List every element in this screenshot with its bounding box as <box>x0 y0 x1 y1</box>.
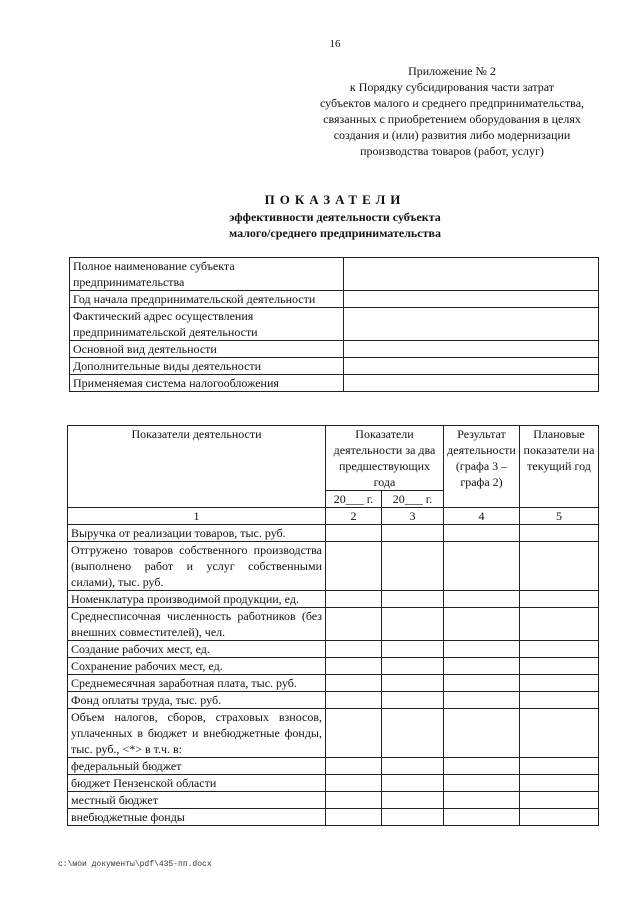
indicator-label: Сохранение рабочих мест, ед. <box>68 658 326 675</box>
value-cell[interactable] <box>520 525 599 542</box>
header-year-2: 20___ г. <box>382 491 444 508</box>
appendix-line: производства товаров (работ, услуг) <box>360 144 544 158</box>
header-year-1: 20___ г. <box>326 491 382 508</box>
indicator-label: Создание рабочих мест, ед. <box>68 641 326 658</box>
column-number: 2 <box>326 508 382 525</box>
info-label-full-name: Полное наименование субъекта предпринимательства <box>70 258 344 291</box>
table-row <box>68 525 599 542</box>
indicator-label: Среднемесячная заработная плата, тыс. руб. <box>68 675 326 692</box>
appendix-line: Приложение № 2 <box>408 64 496 78</box>
info-value-cell[interactable] <box>344 358 599 375</box>
value-cell[interactable] <box>326 758 382 775</box>
value-cell[interactable] <box>520 775 599 792</box>
document-subtitle <box>0 209 640 241</box>
value-cell[interactable] <box>520 641 599 658</box>
table-row <box>68 591 599 608</box>
table-row <box>70 375 599 392</box>
appendix-line: создания и (или) развития либо модернизации <box>333 128 571 142</box>
table-row <box>70 291 599 308</box>
value-cell[interactable] <box>444 675 520 692</box>
value-cell[interactable] <box>520 542 599 591</box>
indicator-label: федеральный бюджет <box>68 758 326 775</box>
value-cell[interactable] <box>444 658 520 675</box>
document-title: ПОКАЗАТЕЛИ <box>264 192 406 207</box>
value-cell[interactable] <box>520 591 599 608</box>
value-cell[interactable] <box>326 641 382 658</box>
table-row <box>70 258 599 291</box>
value-cell[interactable] <box>444 792 520 809</box>
indicator-label: бюджет Пензенской области <box>68 775 326 792</box>
header-planned: Плановые показатели на текущий год <box>520 426 599 508</box>
table-row <box>68 809 599 826</box>
info-label-main-activity: Основной вид деятельности <box>70 341 344 358</box>
value-cell[interactable] <box>382 792 444 809</box>
table-row <box>68 658 599 675</box>
info-value-cell[interactable] <box>344 375 599 392</box>
info-value-cell[interactable] <box>344 341 599 358</box>
header-activity: Показатели деятельности <box>68 426 326 508</box>
header-result: Результат деятельности (графа 3 – графа 2) <box>444 426 520 508</box>
footer-file-path: c:\мои документы\pdf\435-пп.docx <box>58 860 212 869</box>
subject-info-table <box>69 257 599 392</box>
info-value-cell[interactable] <box>344 308 599 341</box>
value-cell[interactable] <box>326 675 382 692</box>
value-cell[interactable] <box>444 525 520 542</box>
indicator-label: местный бюджет <box>68 792 326 809</box>
table-row <box>68 709 599 758</box>
value-cell[interactable] <box>382 608 444 641</box>
value-cell[interactable] <box>326 658 382 675</box>
value-cell[interactable] <box>520 692 599 709</box>
subtitle-line: эффективности деятельности субъекта <box>229 210 441 224</box>
value-cell[interactable] <box>382 709 444 758</box>
table-row <box>68 675 599 692</box>
value-cell[interactable] <box>520 809 599 826</box>
value-cell[interactable] <box>382 658 444 675</box>
value-cell[interactable] <box>326 525 382 542</box>
column-number: 1 <box>68 508 326 525</box>
value-cell[interactable] <box>326 591 382 608</box>
value-cell[interactable] <box>382 692 444 709</box>
indicator-label: внебюджетные фонды <box>68 809 326 826</box>
column-number: 3 <box>382 508 444 525</box>
value-cell[interactable] <box>382 775 444 792</box>
value-cell[interactable] <box>326 709 382 758</box>
info-value-cell[interactable] <box>344 258 599 291</box>
indicator-label: Среднесписочная численность работников (без внешних совместителей), чел. <box>68 608 326 641</box>
indicators-table <box>67 425 599 826</box>
value-cell[interactable] <box>382 809 444 826</box>
indicator-label: Номенклатура производимой продукции, ед. <box>68 591 326 608</box>
value-cell[interactable] <box>382 641 444 658</box>
info-label-tax-system: Применяемая система налогообложения <box>70 375 344 392</box>
column-number: 4 <box>444 508 520 525</box>
indicator-label: Объем налогов, сборов, страховых взносов, уплаченных в бюджет и внебюджетные фонды, тыс. руб., <*> в т.ч. в: <box>68 709 326 758</box>
value-cell[interactable] <box>444 608 520 641</box>
value-cell[interactable] <box>382 525 444 542</box>
table-row <box>70 341 599 358</box>
info-label-additional-activities: Дополнительные виды деятельности <box>70 358 344 375</box>
value-cell[interactable] <box>444 709 520 758</box>
info-label-start-year: Год начала предпринимательской деятельности <box>70 291 344 308</box>
indicator-label: Фонд оплаты труда, тыс. руб. <box>68 692 326 709</box>
table-row <box>68 775 599 792</box>
value-cell[interactable] <box>326 775 382 792</box>
value-cell[interactable] <box>326 792 382 809</box>
column-number: 5 <box>520 508 599 525</box>
value-cell[interactable] <box>444 542 520 591</box>
appendix-line: к Порядку субсидирования части затрат <box>349 80 555 94</box>
info-label-address: Фактический адрес осуществления предпринимательской деятельности <box>70 308 344 341</box>
subtitle-line: малого/среднего предпринимательства <box>229 226 441 240</box>
value-cell[interactable] <box>326 809 382 826</box>
value-cell[interactable] <box>326 542 382 591</box>
value-cell[interactable] <box>520 709 599 758</box>
value-cell[interactable] <box>444 758 520 775</box>
indicator-label: Выручка от реализации товаров, тыс. руб. <box>68 525 326 542</box>
table-row <box>68 792 599 809</box>
indicator-label: Отгружено товаров собственного производства (выполнено работ и услуг собственными силами), тыс. руб. <box>68 542 326 591</box>
table-row <box>68 608 599 641</box>
appendix-line: связанных с приобретением оборудования в целях <box>323 112 581 126</box>
value-cell[interactable] <box>520 758 599 775</box>
value-cell[interactable] <box>444 775 520 792</box>
info-value-cell[interactable] <box>344 291 599 308</box>
value-cell[interactable] <box>444 809 520 826</box>
value-cell[interactable] <box>520 608 599 641</box>
appendix-block <box>296 63 608 159</box>
value-cell[interactable] <box>382 591 444 608</box>
table-row <box>68 758 599 775</box>
column-number-row <box>68 508 599 525</box>
value-cell[interactable] <box>382 758 444 775</box>
header-row <box>68 426 599 491</box>
value-cell[interactable] <box>444 692 520 709</box>
value-cell[interactable] <box>520 792 599 809</box>
value-cell[interactable] <box>326 692 382 709</box>
table-row <box>68 692 599 709</box>
table-row <box>70 308 599 341</box>
table-row <box>70 358 599 375</box>
table-row <box>68 641 599 658</box>
value-cell[interactable] <box>382 675 444 692</box>
value-cell[interactable] <box>326 608 382 641</box>
page-number: 16 <box>329 38 341 50</box>
value-cell[interactable] <box>382 542 444 591</box>
value-cell[interactable] <box>520 675 599 692</box>
appendix-line: субъектов малого и среднего предпринимательства, <box>319 96 585 110</box>
header-prev-two-years: Показатели деятельности за два предшествующих года <box>326 426 444 491</box>
value-cell[interactable] <box>444 591 520 608</box>
table-row <box>68 542 599 591</box>
value-cell[interactable] <box>520 658 599 675</box>
value-cell[interactable] <box>444 641 520 658</box>
